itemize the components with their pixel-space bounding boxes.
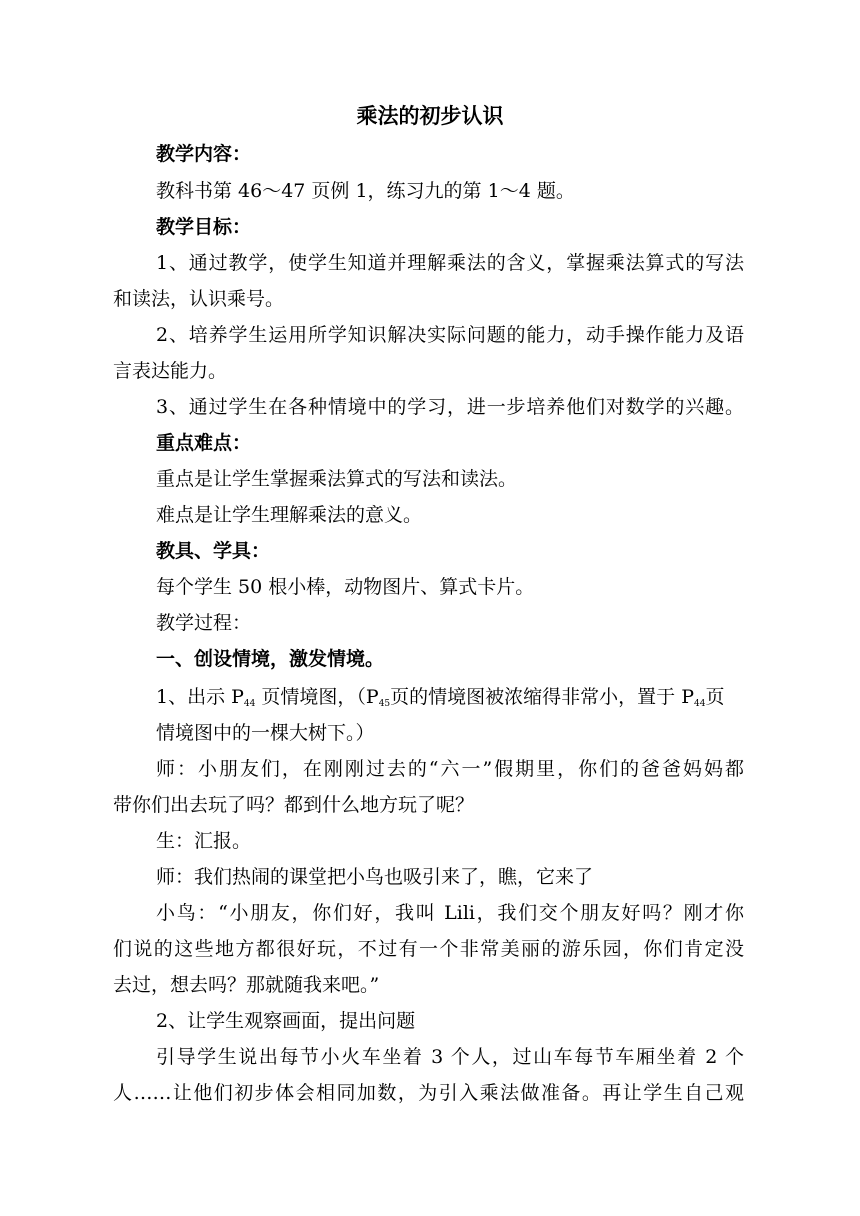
heading-key-points: 重点难点：: [156, 432, 252, 454]
tools-text: 每个学生 50 根小棒，动物图片、算式卡片。: [156, 576, 535, 598]
guide-line-b: 人……让他们初步体会相同加数，为引入乘法做准备。再让学生自己观: [113, 1082, 744, 1104]
key-point-2: 难点是让学生理解乘法的意义。: [156, 504, 423, 526]
goal-1-line-1: 1、通过教学，使学生知道并理解乘法的含义，掌握乘法算式的写法: [156, 252, 744, 274]
teacher-line-2: 师：我们热闹的课堂把小鸟也吸引来了，瞧，它来了: [156, 866, 594, 888]
teaching-process-label: 教学过程：: [156, 612, 252, 634]
page-subscript: 44: [243, 699, 256, 709]
student-line: 生：汇报。: [156, 830, 252, 852]
heading-section-1: 一、创设情境，激发情境。: [156, 648, 385, 670]
bird-line-c: 去过，想去吗？那就随我来吧。”: [113, 974, 380, 996]
bird-line-a: 小鸟：“小朋友，你们好，我叫 Lili，我们交个朋友好吗？刚才你: [156, 902, 744, 924]
goal-2-line-1: 2、培养学生运用所学知识解决实际问题的能力，动手操作能力及语: [156, 324, 744, 346]
key-point-1: 重点是让学生掌握乘法算式的写法和读法。: [156, 468, 518, 490]
section1-step1-line-2: 情境图中的一棵大树下。）: [156, 722, 375, 744]
page-subscript: 44: [693, 699, 706, 709]
goal-3: 3、通过学生在各种情境中的学习，进一步培养他们对数学的兴趣。: [156, 396, 744, 418]
goal-1-line-2: 和读法，认识乘号。: [113, 288, 285, 310]
page-title: 乘法的初步认识: [356, 104, 504, 128]
heading-teaching-content: 教学内容：: [156, 143, 252, 165]
teaching-content-text: 教科书第 46～47 页例 1，练习九的第 1～4 题。: [156, 180, 575, 202]
heading-tools: 教具、学具：: [156, 540, 271, 562]
page-subscript: 45: [378, 699, 391, 709]
goal-2-line-2: 言表达能力。: [113, 360, 228, 382]
heading-teaching-goals: 教学目标：: [156, 216, 252, 238]
teacher-line-1b: 带你们出去玩了吗？都到什么地方玩了呢？: [113, 794, 475, 816]
guide-line-a: 引导学生说出每节小火车坐着 3 个人，过山车每节车厢坐着 2 个: [156, 1046, 744, 1068]
section1-step1-line-1: 1、出示 $P_{44}$ 页情境图，（$P_{45}$页的情境图被浓缩得非常小，置于 $P_{44}$页: [156, 686, 725, 709]
teacher-line-1a: 师：小朋友们，在刚刚过去的“六一”假期里，你们的爸爸妈妈都: [156, 758, 744, 780]
section1-step2: 2、让学生观察画面，提出问题: [156, 1010, 416, 1032]
bird-line-b: 们说的这些地方都很好玩，不过有一个非常美丽的游乐园，你们肯定没: [113, 938, 744, 960]
